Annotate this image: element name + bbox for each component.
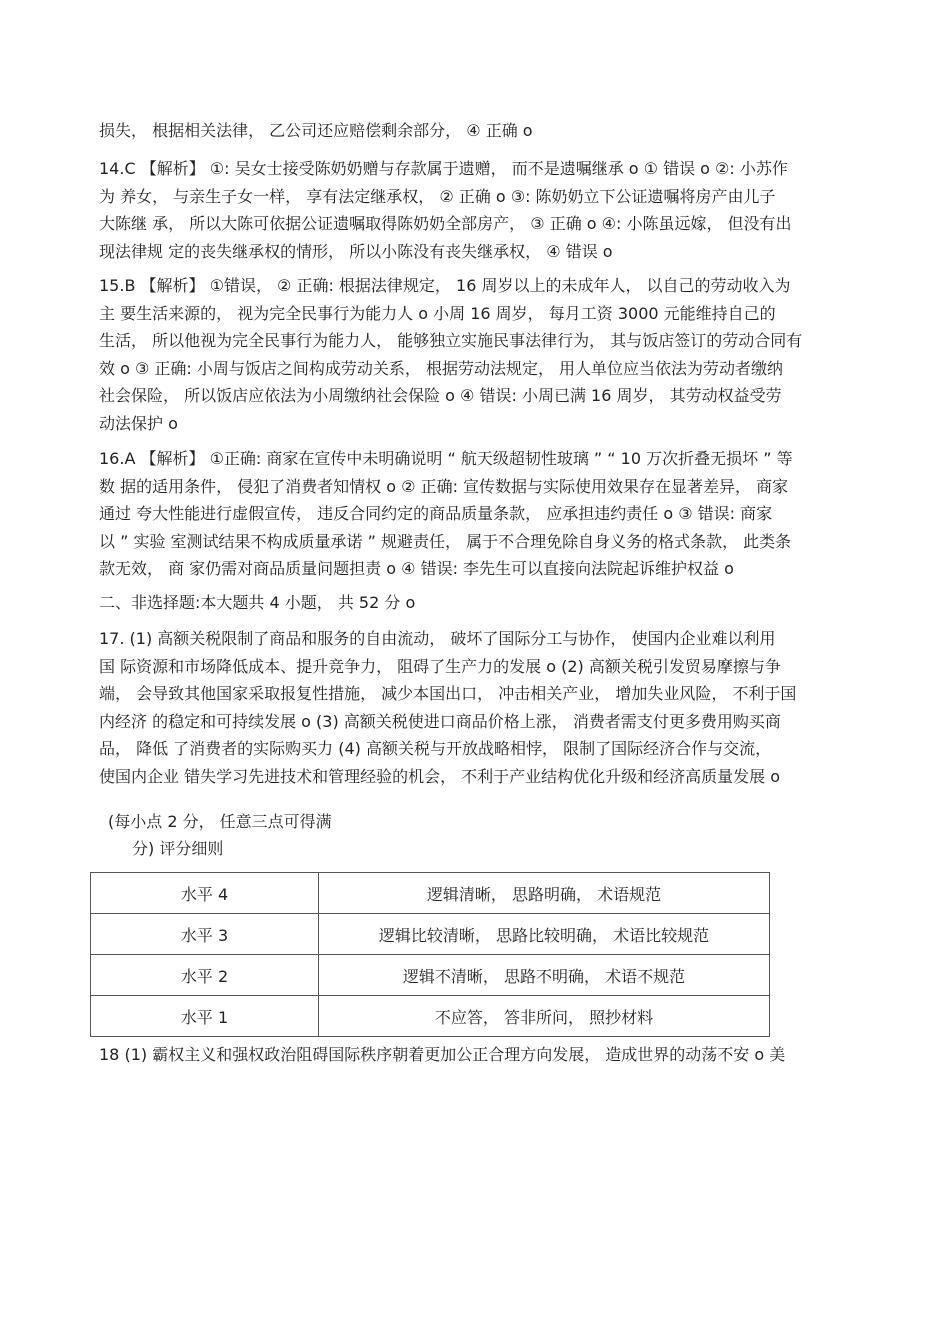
text-line: 内经济 的稳定和可持续发展 o (3) 高额关税使进口商品价格上涨， 消费者需支付更多费用购买商 bbox=[99, 711, 781, 731]
paragraph-top bbox=[99, 117, 856, 145]
text-line: 大陈继 承， 所以大陈可依据公证遗嘱取得陈奶奶全部房产， ③ 正确 o ④: 小陈虽远嫁， 但没有出 bbox=[99, 214, 792, 234]
text-line: 使国内企业 错失学习先进技术和管理经验的机会， 不利于产业结构优化升级和经济高质量发展 o bbox=[99, 766, 781, 786]
text-line: 损失， 根据相关法律， 乙公司还应赔偿剩余部分， ④ 正确 o bbox=[99, 121, 533, 140]
text-line: 动法保护 o bbox=[99, 413, 178, 433]
paragraph-q18 bbox=[99, 1041, 856, 1069]
table-row bbox=[91, 996, 770, 1037]
scoring-note bbox=[108, 808, 332, 862]
text-line: 17. (1) 高额关税限制了商品和服务的自由流动， 破坏了国际分工与协作， 使国内企业难以利用 bbox=[99, 629, 776, 648]
text-line: 端， 会导致其他国家采取报复性措施， 减少本国出口， 冲击相关产业， 增加失业风险， 不利于国 bbox=[99, 684, 797, 704]
scoring-table bbox=[90, 872, 770, 1037]
scoring-note-line: (每小点 2 分， 任意三点可得满 bbox=[108, 812, 332, 831]
text-line: 社会保险， 所以饭店应依法为小周缴纳社会保险 o ④ 错误: 小周已满 16 周岁， 其劳动权益受劳 bbox=[99, 386, 782, 406]
text-line: 品， 降低 了消费者的实际购买力 (4) 高额关税与开放战略相悖， 限制了国际经济合作与交流， bbox=[99, 739, 772, 759]
paragraph-q16 bbox=[99, 445, 856, 583]
text-line: 16.A 【解析】 ①正确: 商家在宣传中未明确说明 “ 航天级超韧性玻璃 ” “ 10 万次折叠无损坏 ” 等 bbox=[99, 449, 793, 468]
text-line: 15.B 【解析】 ①错误， ② 正确: 根据法律规定， 16 周岁以上的未成年人， 以自己的劳动收入为 bbox=[99, 276, 791, 295]
level-cell: 水平 2 bbox=[91, 955, 319, 996]
paragraph-q14 bbox=[99, 155, 856, 265]
section-heading bbox=[99, 589, 856, 617]
table-row bbox=[91, 873, 770, 914]
level-cell: 水平 1 bbox=[91, 996, 319, 1037]
text-line: 效 o ③ 正确: 小周与饭店之间构成劳动关系， 根据劳动法规定， 用人单位应当依法为劳动者缴纳 bbox=[99, 358, 784, 378]
text-line: 18 (1) 霸权主义和强权政治阻碍国际秩序朝着更加公正合理方向发展， 造成世界的动荡不安 o 美 bbox=[99, 1045, 786, 1064]
description-cell: 逻辑比较清晰， 思路比较明确， 术语比较规范 bbox=[319, 914, 770, 955]
description-cell: 逻辑不清晰， 思路不明确， 术语不规范 bbox=[319, 955, 770, 996]
text-line: 款无效， 商 家仍需对商品质量问题担责 o ④ 错误: 李先生可以直接向法院起诉维护权益 o bbox=[99, 559, 734, 579]
text-line: 主 要生活来源的， 视为完全民事行为能力人 o 小周 16 周岁， 每月工资 3000 元能维持自己的 bbox=[99, 303, 776, 323]
text-line: 生活， 所以他视为完全民事行为能力人， 能够独立实施民事法律行为， 其与饭店签订的劳动合同有 bbox=[99, 331, 803, 351]
text-line: 为 养女， 与亲生子女一样， 享有法定继承权， ② 正确 o ③: 陈奶奶立下公证遗嘱将房产由儿子 bbox=[99, 186, 776, 206]
description-cell: 逻辑清晰， 思路明确， 术语规范 bbox=[319, 873, 770, 914]
paragraph-q17 bbox=[99, 625, 856, 791]
table-row bbox=[91, 955, 770, 996]
text-line: 数 据的适用条件， 侵犯了消费者知情权 o ② 正确: 宣传数据与实际使用效果存在显著差异， 商家 bbox=[99, 476, 789, 496]
text-line: 二、非选择题:本大题共 4 小题， 共 52 分 o bbox=[99, 593, 416, 612]
paragraph-q15 bbox=[99, 272, 856, 438]
table-row bbox=[91, 914, 770, 955]
level-cell: 水平 4 bbox=[91, 873, 319, 914]
text-line: 以 ” 实验 室测试结果不构成质量承诺 ” 规避责任， 属于不合理免除自身义务的格式条款， 此类条 bbox=[99, 531, 792, 551]
text-line: 通过 夸大性能进行虚假宣传， 违反合同约定的商品质量条款， 应承担违约责任 o ③ 错误: 商家 bbox=[99, 504, 773, 524]
scoring-note-line: 分) 评分细则 bbox=[132, 839, 224, 858]
text-line: 国 际资源和市场降低成本、提升竞争力， 阻碍了生产力的发展 o (2) 高额关税引发贸易摩擦与争 bbox=[99, 656, 781, 676]
level-cell: 水平 3 bbox=[91, 914, 319, 955]
text-line: 14.C 【解析】 ①: 吴女士接受陈奶奶赠与存款属于遗赠， 而不是遗嘱继承 o ① 错误 o ②: 小苏作 bbox=[99, 159, 788, 178]
text-line: 现法律规 定的丧失继承权的情形， 所以小陈没有丧失继承权， ④ 错误 o bbox=[99, 241, 613, 261]
description-cell: 不应答， 答非所问， 照抄材料 bbox=[319, 996, 770, 1037]
